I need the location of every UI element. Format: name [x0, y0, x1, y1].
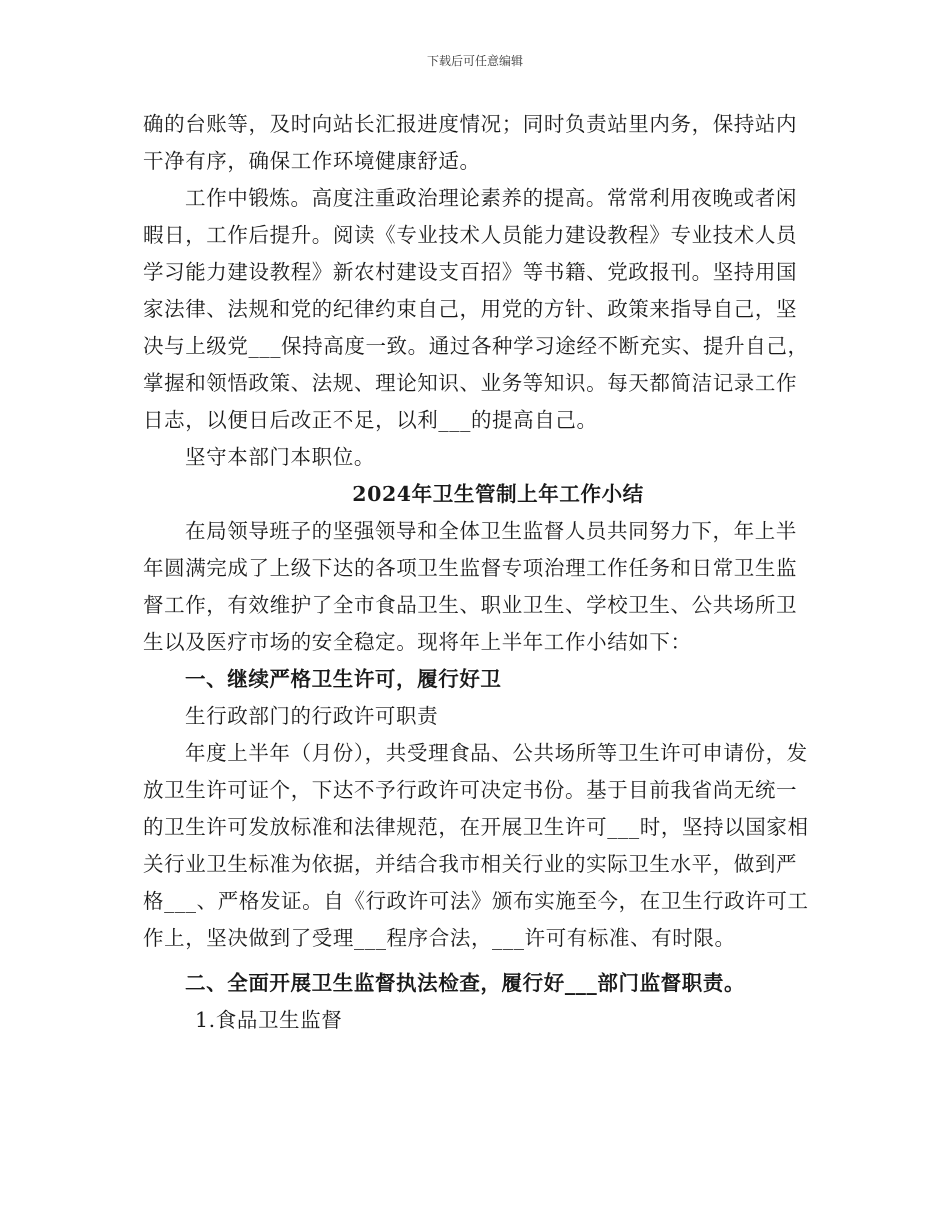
document-body: [143, 106, 813, 1039]
subsection-heading-1: 1.食品卫生监督: [195, 1008, 343, 1032]
section-heading-2: 二、全面开展卫生监督执法检查，履行好___部门监督职责。: [185, 971, 746, 995]
paragraph-6: 年度上半年（月份），共受理食品、公共场所等卫生许可申请份，发放卫生许可证个，下达不予行政许可决定书份。基于目前我省尚无统一的卫生许可发放标准和法律规范，在开展卫生许可___时，坚持以国家相关行业卫生标准为依据，并结合我市相关行业的实际卫生水平，做到严格___、严格发证。自《行政许可法》颁布实施至今，在卫生行政许可工作上，坚决做到了受理___程序合法，___许可有标准、有时限。: [143, 741, 809, 950]
page-header: 下载后可任意编辑: [426, 54, 523, 68]
paragraph-4: 在局领导班子的坚强领导和全体卫生监督人员共同努力下，年上半年圆满完成了上级下达的各项卫生监督专项治理工作任务和日常卫生监督工作，有效维护了全市食品卫生、职业卫生、学校卫生、公共场所卫生以及医疗市场的安全稳定。现将年上半年工作小结如下：: [143, 519, 798, 654]
document-title: 2024年卫生管制上年工作小结: [352, 482, 644, 506]
paragraph-3: 坚守本部门本职位。: [185, 445, 375, 469]
section-heading-1: 一、继续严格卫生许可，履行好卫: [185, 667, 502, 691]
paragraph-5: 生行政部门的行政许可职责: [185, 704, 439, 728]
paragraph-1: 确的台账等，及时向站长汇报进度情况；同时负责站里内务，保持站内干净有序，确保工作环境健康舒适。: [143, 112, 798, 173]
paragraph-2: 工作中锻炼。高度注重政治理论素养的提高。常常利用夜晚或者闲暇日，工作后提升。阅读《专业技术人员能力建设教程》专业技术人员学习能力建设教程》新农村建设支百招》等书籍、党政报刊。坚持用国家法律、法规和党的纪律约束自己，用党的方针、政策来指导自己，坚决与上级党___保持高度一致。通过各种学习途经不断充实、提升自己，掌握和领悟政策、法规、理论知识、业务等知识。每天都简洁记录工作日志，以便日后改正不足，以利___的提高自己。: [143, 186, 809, 432]
